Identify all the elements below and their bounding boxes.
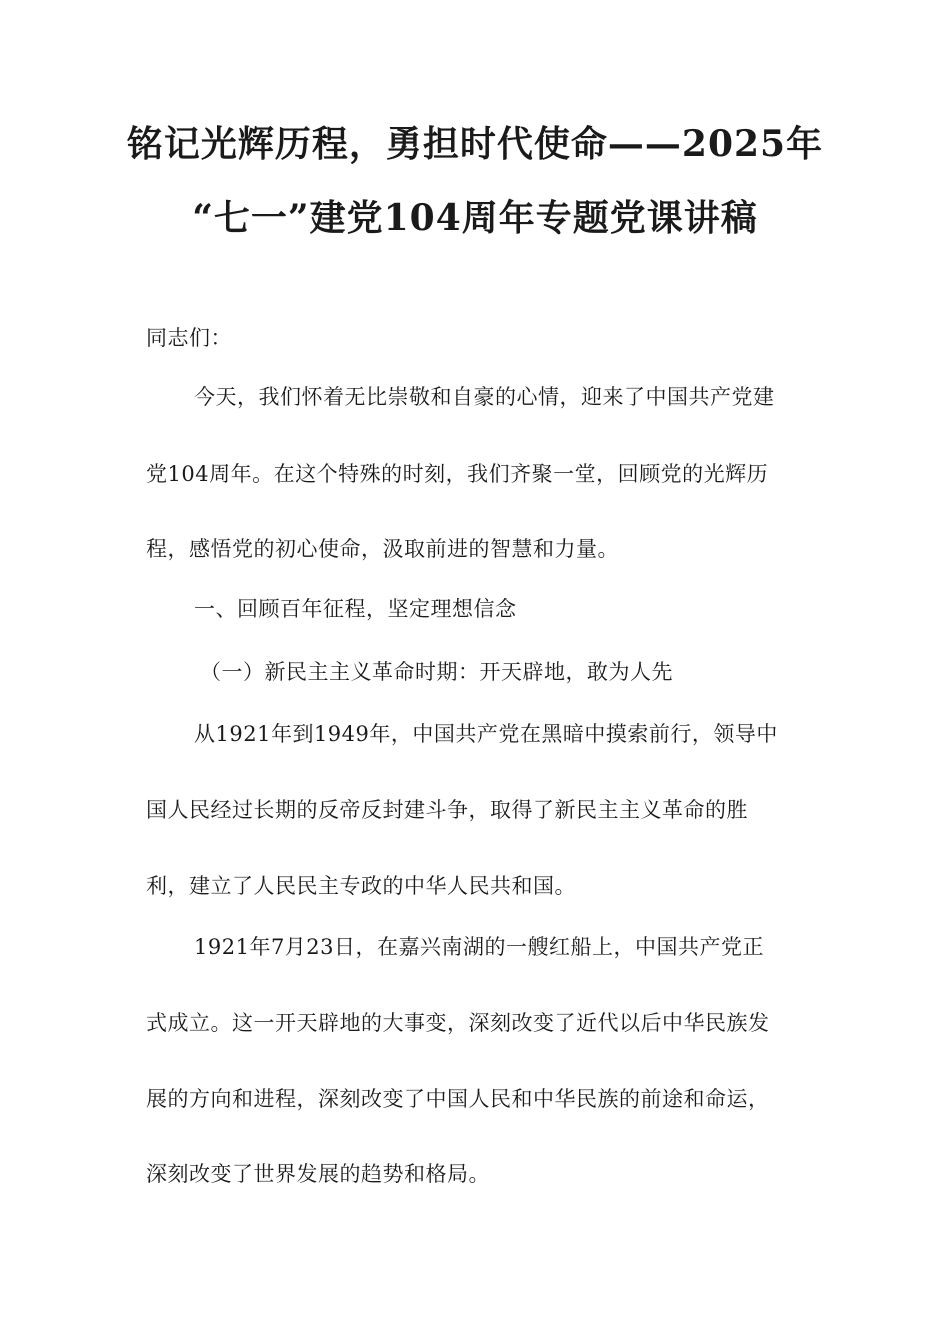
document-title-line-2: “七一”建党104周年专题党课讲稿 (192, 197, 758, 239)
salutation: 同志们： (146, 326, 232, 350)
subsection-heading-1: （一）新民主主义革命时期：开天辟地，敢为人先 (200, 660, 673, 684)
paragraph-1-line-2: 党104周年。在这个特殊的时刻，我们齐聚一堂，回顾党的光辉历 (146, 462, 769, 486)
paragraph-1-line-1: 今天，我们怀着无比崇敬和自豪的心情，迎来了中国共产党建 (194, 385, 775, 409)
paragraph-1-line-3: 程，感悟党的初心使命，汲取前进的智慧和力量。 (146, 537, 619, 561)
section-heading-1: 一、回顾百年征程，坚定理想信念 (194, 597, 517, 621)
paragraph-2-line-3: 利，建立了人民民主专政的中华人民共和国。 (146, 874, 576, 898)
paragraph-2-line-1: 从1921年到1949年，中国共产党在黑暗中摸索前行，领导中 (194, 722, 778, 746)
paragraph-2-line-2: 国人民经过长期的反帝反封建斗争，取得了新民主主义革命的胜 (146, 798, 748, 822)
paragraph-3-line-3: 展的方向和进程，深刻改变了中国人民和中华民族的前途和命运， (146, 1087, 770, 1111)
paragraph-3-line-1: 1921年7月23日，在嘉兴南湖的一艘红船上，中国共产党正 (194, 935, 765, 959)
paragraph-3-line-2: 式成立。这一开天辟地的大事变，深刻改变了近代以后中华民族发 (146, 1011, 770, 1035)
document-title-line-1: 铭记光辉历程，勇担时代使命——2025年 (126, 123, 824, 165)
paragraph-3-line-4: 深刻改变了世界发展的趋势和格局。 (146, 1162, 490, 1186)
